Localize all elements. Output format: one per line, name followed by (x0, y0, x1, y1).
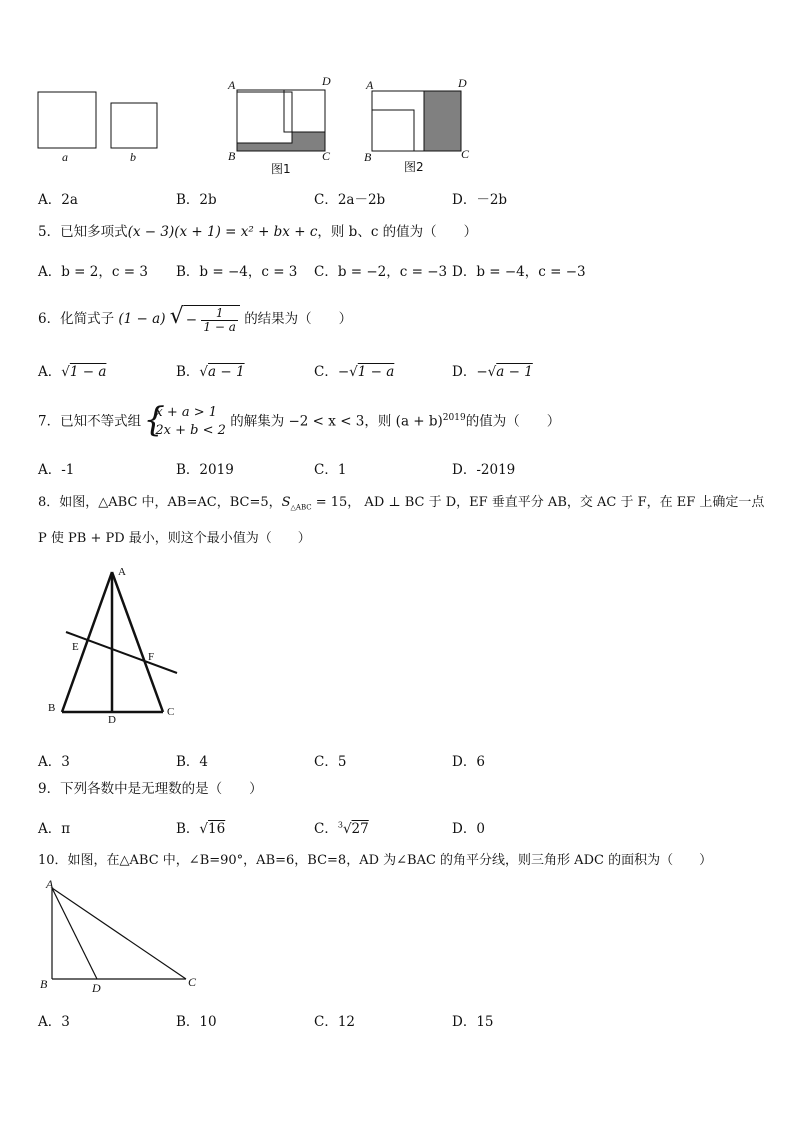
q6-den: 1 − a (203, 320, 236, 334)
q10-option-d[interactable]: D．15 (452, 1014, 494, 1030)
q5-stem (38, 223, 477, 241)
sqrt-icon: √ (61, 364, 70, 380)
q10-right-triangle-figure (40, 880, 240, 1000)
q8-option-b[interactable]: B．4 (176, 754, 209, 770)
q8-area-sub: △ABC (290, 503, 312, 512)
q5-option-b[interactable]: B．b = −4，c = 3 (176, 264, 298, 280)
q4-option-c[interactable]: C．2a－2b (314, 192, 386, 208)
q6-option-a-prefix: A． (38, 364, 62, 380)
q10-option-c[interactable]: C．12 (314, 1014, 356, 1030)
q4-option-d[interactable]: D．－2b (452, 192, 508, 208)
fig1-label-A: A (228, 78, 236, 92)
q10-label-D: D (92, 981, 101, 995)
q6-option-b-radicand: a − 1 (208, 364, 245, 380)
fig1-shade-right (292, 132, 325, 143)
q9-option-b[interactable] (176, 817, 225, 837)
q6-option-b[interactable] (176, 360, 245, 380)
q7-inequality-system (143, 400, 226, 440)
q8-label-C: C (167, 706, 175, 718)
q9-option-c-index: 3 (337, 820, 343, 830)
fig1-label-C: C (322, 149, 331, 163)
q9-option-c-prefix: C． (314, 821, 338, 837)
q7-row2: 2x + b < 2 (155, 423, 226, 438)
q5-expression: (x − 3)(x + 1) = x² + bx + c (127, 224, 318, 240)
q10-label-B: B (40, 977, 48, 991)
fig1-caption: 图1 (271, 162, 291, 176)
q7-exponent: 2019 (442, 413, 466, 423)
square-a (38, 92, 96, 148)
label-square-b: b (130, 150, 136, 164)
fig1-shade-bottom (237, 143, 325, 151)
q9-option-c-radicand: 27 (351, 821, 369, 837)
fig2-shade-right (424, 91, 461, 151)
label-square-a: a (62, 150, 68, 164)
q8-line1-a: 8．如图，△ABC 中，AB=AC，BC=5， (38, 495, 282, 510)
q10-stem: 10．如图，在△ABC 中，∠B=90°，AB=6，BC=8，AD 为∠BAC 的角平分线，则三角形 ADC 的面积为（ ） (38, 853, 713, 868)
q6-fraction (201, 307, 237, 334)
q8-stem-line1 (38, 494, 764, 517)
q6-stem (38, 300, 352, 334)
fig2-label-A: A (366, 78, 374, 92)
q9-option-a[interactable]: A．π (38, 821, 71, 837)
fig2-label-B: B (364, 150, 372, 164)
q9-option-d[interactable]: D．0 (452, 821, 485, 837)
square-b (111, 103, 157, 148)
q8-side-ab (62, 572, 112, 712)
sqrt-icon: √ (199, 364, 209, 380)
q10-label-C: C (188, 975, 197, 989)
q4-option-a[interactable]: A．2a (38, 192, 78, 208)
q6-lead: (1 − a) (118, 311, 166, 327)
q6-neg: − (185, 312, 198, 328)
q6-option-c[interactable] (314, 360, 394, 380)
q5-suffix: ，则 b、c 的值为（ ） (317, 224, 478, 240)
brace-icon: { (143, 400, 166, 440)
q6-suffix: 的结果为（ ） (244, 311, 353, 327)
q6-option-c-radicand: 1 − a (357, 364, 395, 380)
q8-label-F: F (148, 651, 155, 663)
q8-option-a[interactable]: A．3 (38, 754, 70, 770)
q8-side-ac (112, 572, 163, 712)
q9-option-c[interactable] (314, 817, 369, 837)
q8-option-d[interactable]: D．6 (452, 754, 485, 770)
q7-option-a[interactable]: A．-1 (38, 462, 75, 478)
q8-label-E: E (72, 641, 79, 653)
q8-option-c[interactable]: C．5 (314, 754, 347, 770)
q6-prefix: 6．化简式子 (38, 311, 115, 327)
q7-stem (38, 398, 560, 438)
sqrt-icon: √ (199, 821, 209, 837)
q10-label-A: A (46, 877, 54, 891)
q10-option-b[interactable]: B．10 (176, 1014, 217, 1030)
q8-stem-line2: P 使 PB + PD 最小，则这个最小值为（ ） (38, 531, 311, 546)
q7-mid: 的解集为 −2 < x < 3，则 (a + b) (230, 413, 443, 430)
q10-side-ac (52, 888, 186, 979)
q8-label-D: D (108, 714, 116, 726)
q5-option-d[interactable]: D．b = −4，c = −3 (452, 264, 586, 280)
fig2-square-b (372, 110, 414, 151)
fig2-label-D: D (458, 76, 467, 90)
q7-row1: x + a > 1 (155, 405, 218, 420)
fig1-label-B: B (228, 149, 236, 163)
q6-num: 1 (201, 307, 237, 321)
q10-option-a[interactable]: A．3 (38, 1014, 70, 1030)
fig1-label-D: D (322, 74, 331, 88)
q9-option-b-prefix: B． (176, 821, 200, 837)
q8-area-symbol: S (281, 495, 291, 510)
q5-option-a[interactable]: A．b = 2，c = 3 (38, 264, 148, 280)
q8-label-B: B (48, 702, 56, 714)
fig2-square-a (372, 91, 424, 151)
q6-option-a-radicand: 1 − a (69, 364, 107, 380)
fig2-caption: 图2 (404, 160, 424, 174)
figure-squares-and-rectangles (0, 0, 794, 180)
fig2-label-C: C (461, 147, 470, 161)
q4-option-b[interactable]: B．2b (176, 192, 217, 208)
q10-bisector-ad (52, 888, 97, 979)
q5-option-c[interactable]: C．b = −2，c = −3 (314, 264, 448, 280)
q7-suffix: 的值为（ ） (465, 413, 561, 430)
fig1-square-b (284, 90, 325, 132)
q8-triangle-figure (40, 560, 240, 730)
q7-option-d[interactable]: D．-2019 (452, 462, 516, 478)
q6-option-d-radicand: a − 1 (496, 364, 533, 380)
q6-radicand (184, 305, 240, 334)
q6-option-c-prefix: C．− (314, 364, 350, 380)
q6-option-d-prefix: D．− (452, 364, 488, 380)
q7-option-b[interactable]: B．2019 (176, 462, 234, 478)
q7-option-c[interactable]: C．1 (314, 462, 347, 478)
q7-prefix: 7．已知不等式组 (38, 413, 142, 430)
q6-sqrt-symbol: √ (169, 304, 184, 329)
q9-option-b-radicand: 16 (208, 821, 226, 837)
q6-option-d[interactable] (452, 360, 533, 380)
q5-prefix: 5．已知多项式 (38, 224, 128, 240)
q8-label-A: A (118, 566, 126, 578)
sqrt-icon: √ (342, 821, 352, 837)
q6-option-a[interactable] (38, 360, 106, 380)
q8-line1-b: = 15， AD ⊥ BC 于 D，EF 垂直平分 AB，交 AC 于 F，在 EF 上确定一点 (311, 495, 765, 510)
sqrt-icon: √ (349, 364, 358, 380)
q9-stem: 9．下列各数中是无理数的是（ ） (38, 781, 263, 797)
sqrt-icon: √ (487, 364, 497, 380)
q6-option-b-prefix: B． (176, 364, 200, 380)
